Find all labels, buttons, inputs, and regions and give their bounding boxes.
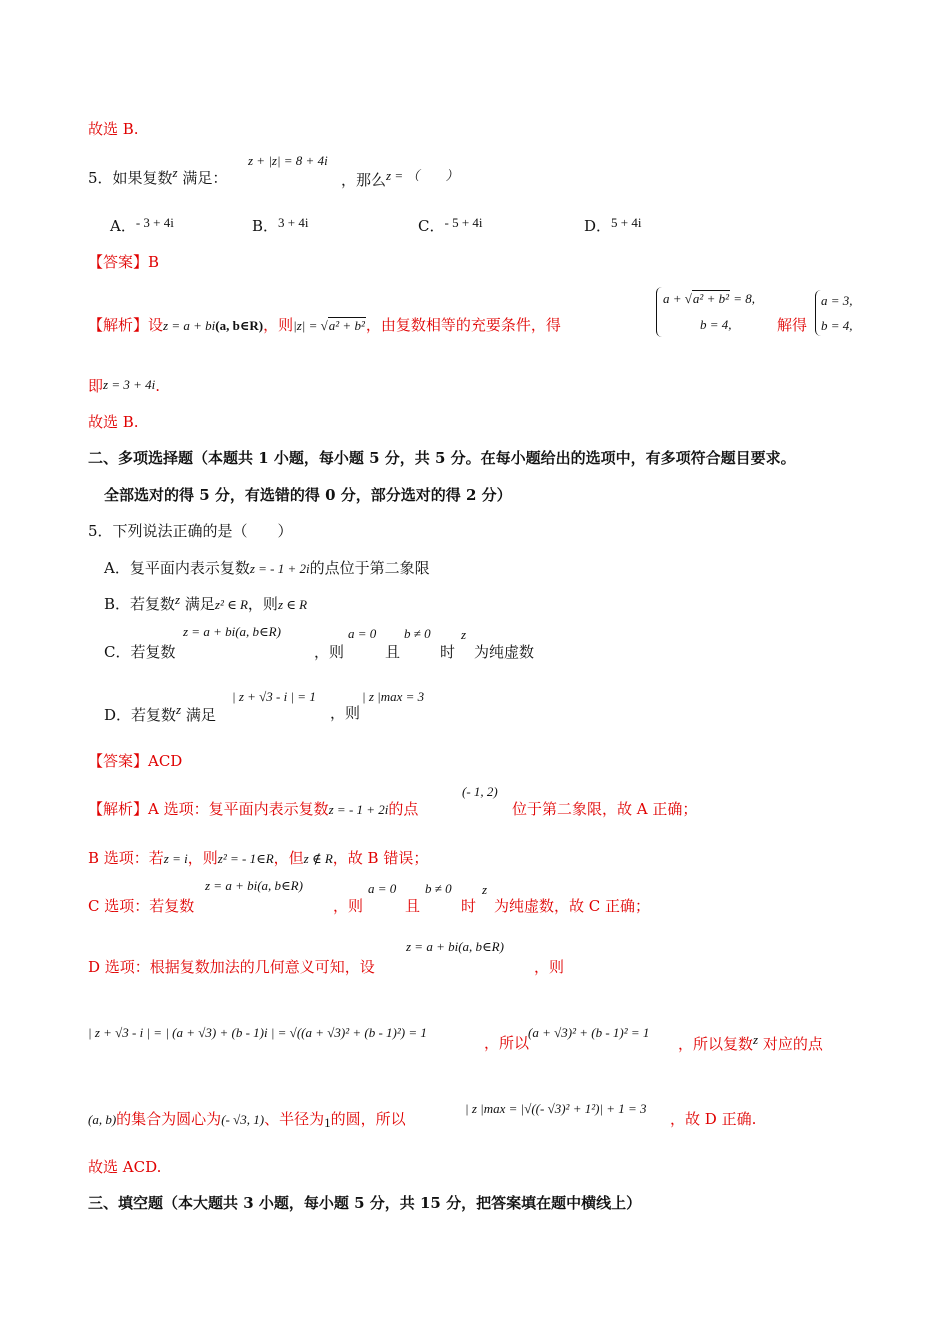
exp-eq: z ∉ R <box>303 851 333 866</box>
question-5 <box>88 165 227 188</box>
option-c <box>418 215 483 236</box>
opt-c-b0: b ≠ 0 <box>404 626 431 641</box>
long-eq-post <box>678 1032 823 1054</box>
ji-text: 即 <box>88 377 104 395</box>
exp-text: B 选项：若 <box>88 849 164 867</box>
exp1-rad: a² + b² <box>328 318 365 333</box>
explanation-c: C 选项：若复数 <box>88 897 195 915</box>
opt-eq: z² ∈ R <box>214 597 248 612</box>
option-label: B． <box>252 217 279 235</box>
circle-line <box>88 1108 406 1131</box>
section-2-title: 二、多项选择题（本题共 1 小题，每小题 5 分，共 5 分。在每小题给出的选项中，有多项符合题目要求。 <box>88 449 796 467</box>
solve-label: 解得 <box>777 316 808 334</box>
opt-text: 满足 <box>184 595 215 613</box>
q5-tail-text: ，那么 <box>341 171 387 189</box>
opt-text: A．复平面内表示复数 <box>104 559 250 577</box>
opt-text: D．若复数 <box>104 706 177 724</box>
opt-d-eq2: | z |max = 3 <box>362 689 425 704</box>
var-z: z <box>172 165 178 180</box>
opt-d-then: ，则 <box>330 704 361 722</box>
exp-c-and: 且 <box>405 897 421 915</box>
exp-z: z <box>753 1032 759 1047</box>
exp-eq: z = i <box>163 851 188 866</box>
section-3-title: 三、填空题（本大题共 3 小题，每小题 5 分，共 15 分，把答案填在题中横线上） <box>88 1194 642 1212</box>
sys-part: = 8, <box>730 291 756 306</box>
exp-text: 【解析】A 选项：复平面内表示复数 <box>88 800 329 818</box>
exp-c-eq: z = a + bi(a, b∈R) <box>205 878 303 893</box>
exp-c-b0: b ≠ 0 <box>425 881 452 896</box>
system-row-2: b = 4, <box>700 317 732 332</box>
option-value: - 3 + 4i <box>135 215 174 230</box>
exp1-then: ，则 <box>263 316 294 334</box>
exp-text: ，则 <box>187 849 218 867</box>
exp-c-z: z <box>482 882 488 897</box>
q5-tail-eq: z = （ ） <box>386 168 459 183</box>
option-value: 3 + 4i <box>278 215 309 230</box>
opt-c-z: z <box>461 627 467 642</box>
exp-text: ，所以复数 <box>678 1035 754 1053</box>
exp-text: ，但 <box>273 849 304 867</box>
exp1-abs: |z| = <box>293 318 321 333</box>
option-c-2 <box>104 641 175 662</box>
answer-2: 【答案】ACD <box>88 752 183 770</box>
exp-a-post: 位于第二象限，故 A 正确； <box>512 800 698 818</box>
opt-text: ，则 <box>247 595 278 613</box>
q5-equation: z + |z| = 8 + 4i <box>248 153 328 168</box>
exp-c-then: ，则 <box>333 897 364 915</box>
exp1-cond: ，由复数相等的充要条件，得 <box>365 316 561 334</box>
exp1-set: (a, b∈R) <box>215 318 264 333</box>
long-eq-2: (a + √3)² + (b - 1)² = 1 <box>528 1025 650 1040</box>
ji-eq: z = 3 + 4i <box>103 377 156 392</box>
exp-text: 的集合为圆心为 <box>116 1110 222 1128</box>
q5-number: 5．如果复数 <box>88 169 173 187</box>
circle-center: (- √3, 1) <box>221 1112 265 1127</box>
explanation-a <box>88 798 418 819</box>
option-label: A． <box>110 217 136 235</box>
option-d-2: D．若复数z 满足 <box>104 702 216 724</box>
exp-d-eq: z = a + bi(a, b∈R) <box>406 939 504 954</box>
exp-d-then: ，则 <box>534 958 565 976</box>
explanation-head: 【解析】设 <box>88 316 164 334</box>
ji-end: . <box>155 377 161 395</box>
exp-text: 的点 <box>388 800 419 818</box>
answer-1: 【答案】B <box>88 253 160 271</box>
conclusion-line: 故选 B. <box>88 120 139 138</box>
exp-text: 对应的点 <box>762 1035 823 1053</box>
option-label: D． <box>584 217 612 235</box>
ji-line <box>88 375 160 396</box>
opt-c-when: 时 <box>440 643 456 661</box>
opt-c-a0: a = 0 <box>348 626 377 641</box>
opt-eq: z ∈ R <box>277 597 308 612</box>
q5-mid: 满足： <box>182 169 228 187</box>
explanation-d: D 选项：根据复数加法的几何意义可知，设 <box>88 958 375 976</box>
option-b-2: B．若复数z 满足z² ∈ R，则z ∈ R <box>104 592 308 613</box>
exp-c-a0: a = 0 <box>368 881 397 896</box>
question-5b: 5．下列说法正确的是（ ） <box>88 522 293 540</box>
explanation-b <box>88 847 428 868</box>
option-a <box>110 215 174 236</box>
circle-eq: | z |max = |√((- √3)² + 1²)| + 1 = 3 <box>465 1101 647 1116</box>
exp-a-point: (- 1, 2) <box>462 784 498 799</box>
exp-eq: z = - 1 + 2i <box>328 802 389 817</box>
sys-part: a + <box>663 291 685 306</box>
sys-rad: a² + b² <box>692 291 729 306</box>
opt-eq: z = - 1 + 2i <box>249 561 310 576</box>
solution-row-2: b = 4, <box>821 318 853 333</box>
opt-d-eq: | z + √3 - i | = 1 <box>232 689 316 704</box>
opt-text: B．若复数 <box>104 595 176 613</box>
conclusion-line: 故选 ACD. <box>88 1158 162 1176</box>
circle-post: ，故 D 正确. <box>670 1110 757 1128</box>
long-equation: | z + √3 - i | = | (a + √3) + (b - 1)i | = √((a + √3)² + (b - 1)²) = 1 <box>88 1025 427 1040</box>
exp-c-when: 时 <box>461 897 477 915</box>
option-label: C． <box>418 217 445 235</box>
conclusion-line: 故选 B. <box>88 413 139 431</box>
option-value: - 5 + 4i <box>444 215 483 230</box>
opt-c-and: 且 <box>385 643 401 661</box>
option-b <box>252 215 308 236</box>
exp-c-post: 为纯虚数，故 C 正确； <box>494 897 651 915</box>
exp-text: 、半径为 <box>264 1110 325 1128</box>
option-value: 5 + 4i <box>611 215 642 230</box>
left-brace <box>656 287 662 337</box>
opt-c-post: 为纯虚数 <box>474 643 535 661</box>
option-a-2 <box>104 557 430 578</box>
system-row-1: a + √a² + b² = 8, <box>663 291 756 306</box>
opt-text: C．若复数 <box>104 643 176 661</box>
exp1-z-eq: z = a + bi <box>163 318 216 333</box>
opt-text: 满足 <box>185 706 216 724</box>
option-d <box>584 215 641 236</box>
opt-c-then: ，则 <box>314 643 345 661</box>
opt-text: 的点位于第二象限 <box>309 559 430 577</box>
solution-row-1: a = 3, <box>821 293 853 308</box>
explanation-1: 【解析】设z = a + bi(a, b∈R)，则|z| = √a² + b²，由复数相等的充要条件，得 <box>88 316 561 334</box>
q5-tail <box>341 165 458 190</box>
opt-c-eq: z = a + bi(a, b∈R) <box>183 624 281 639</box>
exp-eq: z² = - 1∈R <box>217 851 274 866</box>
circle-point: (a, b) <box>88 1112 117 1127</box>
circle-radius: 1 <box>324 1115 331 1130</box>
exp-text: 的圆，所以 <box>330 1110 406 1128</box>
long-eq-mid: ，所以 <box>484 1034 530 1052</box>
section-2-note: 全部选对的得 5 分，有选错的得 0 分，部分选对的得 2 分） <box>104 486 512 504</box>
exp-text: ，故 B 错误； <box>332 849 429 867</box>
